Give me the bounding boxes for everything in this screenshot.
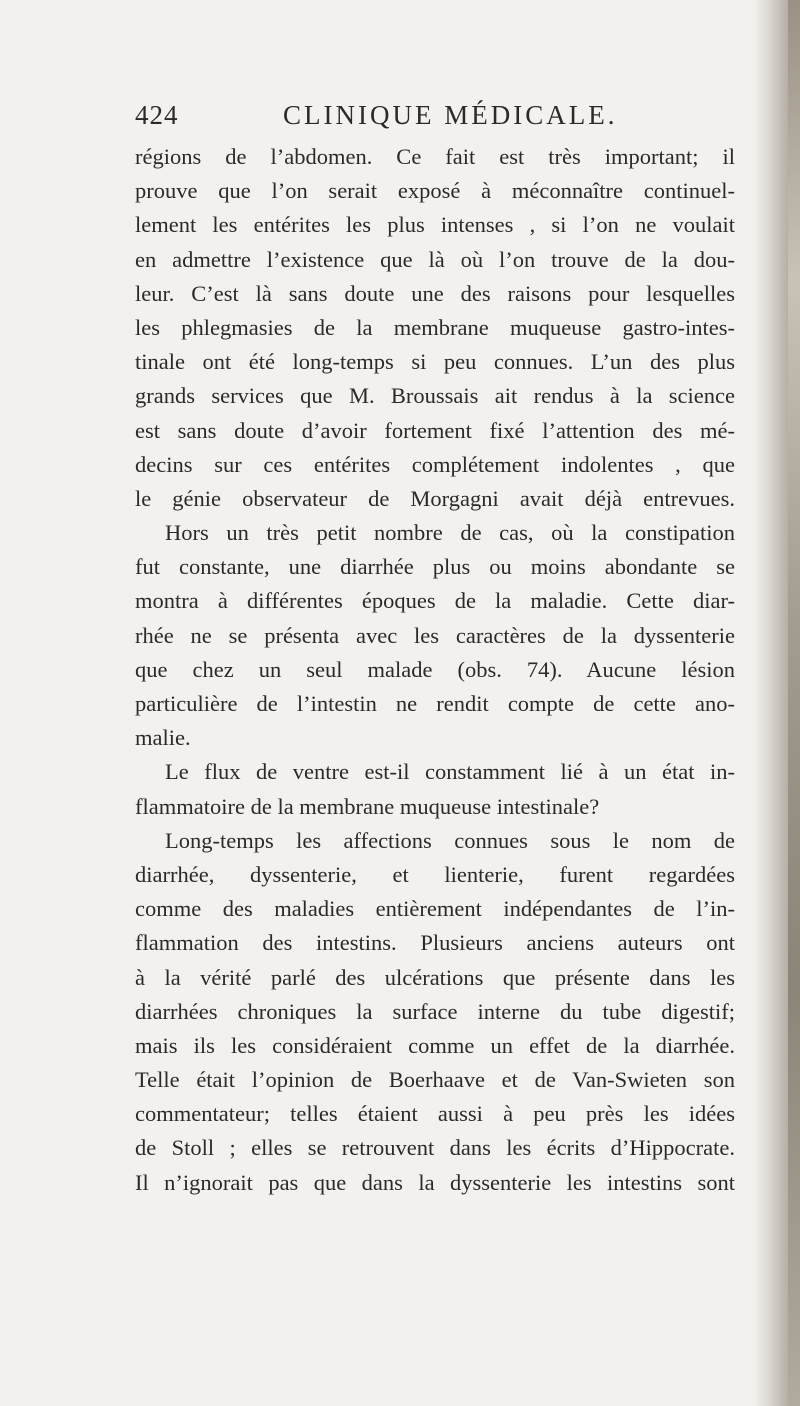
text-line: le génie observateur de Morgagni avait déjà entrevues. (135, 485, 735, 511)
page-header (135, 100, 735, 140)
text-line: flammatoire de la membrane muqueuse intestinale? (135, 793, 600, 819)
text-line: diarrhée, dyssenterie, et lienterie, furent regardées (135, 861, 735, 887)
text-line: les phlegmasies de la membrane muqueuse gastro-intes- (135, 314, 735, 340)
page-edge-strip (788, 0, 800, 1406)
text-line: flammation des intestins. Plusieurs anciens auteurs ont (135, 930, 735, 956)
text-line: montra à différentes époques de la maladie. Cette diar- (135, 588, 735, 614)
text-line: tinale ont été long-temps si peu connues. L’un des plus (135, 349, 735, 375)
body-text (135, 140, 735, 1200)
text-line: rhée ne se présenta avec les caractères de la dyssenterie (135, 622, 735, 648)
text-line: mais ils les considéraient comme un effet de la diarrhée. (135, 1032, 735, 1058)
text-line: en admettre l’existence que là où l’on trouve de la dou- (135, 246, 735, 272)
text-line: leur. C’est là sans doute une des raisons pour lesquelles (135, 280, 735, 306)
text-line: grands services que M. Broussais ait rendus à la science (135, 383, 735, 409)
text-line: est sans doute d’avoir fortement fixé l’attention des mé- (135, 417, 735, 443)
text-line: régions de l’abdomen. Ce fait est très important; il (135, 144, 735, 169)
text-line: comme des maladies entièrement indépendantes de l’in- (135, 896, 735, 922)
text-line: à la vérité parlé des ulcérations que présente dans les (135, 964, 735, 990)
running-title: CLINIQUE MÉDICALE. (283, 100, 618, 130)
text-line: fut constante, une diarrhée plus ou moins abondante se (135, 554, 735, 580)
page-number: 424 (135, 100, 179, 130)
text-line: prouve que l’on serait exposé à méconnaître continuel- (135, 178, 735, 204)
text-line: commentateur; telles étaient aussi à peu près les idées (135, 1101, 735, 1127)
text-line: malie. (135, 725, 191, 751)
text-line: diarrhées chroniques la surface interne du tube digestif; (135, 998, 735, 1024)
text-line: particulière de l’intestin ne rendit compte de cette ano- (135, 691, 735, 716)
text-line: Le flux de ventre est-il constamment lié à un état in- (165, 759, 735, 785)
text-line: lement les entérites les plus intenses , si l’on ne voulait (135, 212, 735, 238)
text-line: Hors un très petit nombre de cas, où la constipation (165, 520, 735, 546)
text-line: Il n’ignorait pas que dans la dyssenterie les intestins sont (135, 1169, 735, 1195)
text-line: Long-temps les affections connues sous le nom de (165, 827, 735, 853)
text-line: de Stoll ; elles se retrouvent dans les écrits d’Hippocrate. (135, 1135, 735, 1161)
text-line: Telle était l’opinion de Boerhaave et de Van-Swieten son (135, 1067, 735, 1093)
text-line: decins sur ces entérites complétement indolentes , que (135, 451, 735, 477)
text-line: que chez un seul malade (obs. 74). Aucune lésion (135, 656, 735, 682)
